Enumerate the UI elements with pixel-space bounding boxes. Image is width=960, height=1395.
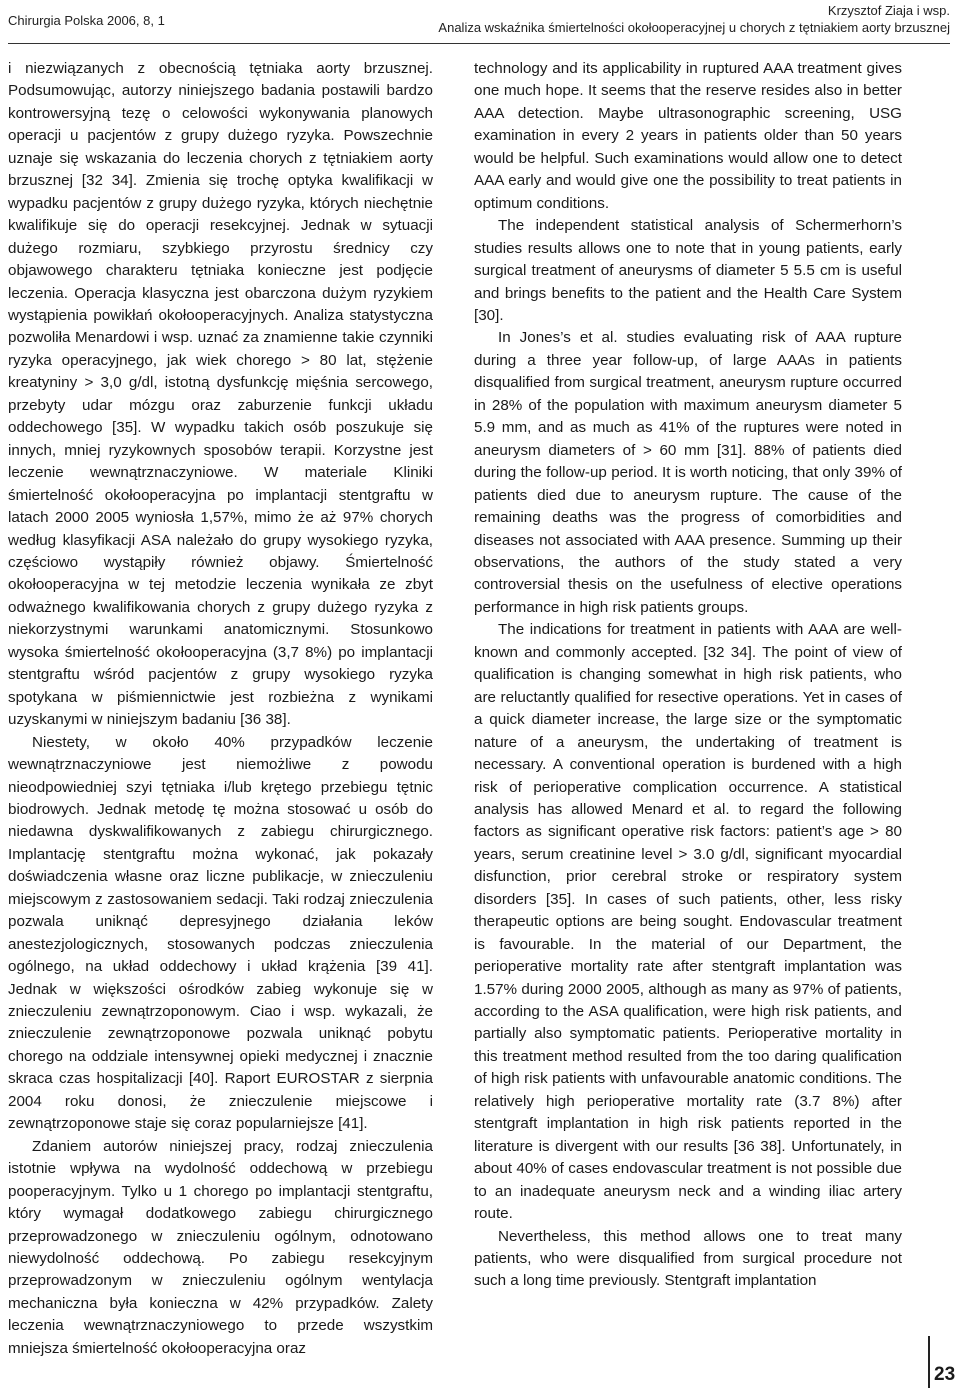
paragraph: Niestety, w około 40% przypadków leczenie wewnątrznaczyniowe jest niemożliwe z powodu nieodpowiedniej szyi tętniaka i/lub krętego przebiegu tętnic biodrowych. Jednak metodę tę można stosować u osób do niedawna dyskwalifikowanych z zabiegu chirurgicznego. Implantację stentgraftu można wykonać, jak pokazały doświadczenia własne oraz liczne publikacje, w znieczuleniu miejscowym z zastosowaniem sedacji. Taki rodzaj znieczulenia pozwala uniknąć depresyjnego działania leków anestezjologicznych, stosowanych podczas znieczulenia ogólnego, na układ oddechowy i układ krążenia [39 41]. Jednak w większości ośrodków zabieg wykonuje się w znieczuleniu zewnątrzoponowym. Ciao i wsp. wykazali, że znieczulenie zewnątrzoponowe pozwala uniknąć pobytu chorego na oddziale intensywnej opieki medycznej i znacznie skraca czas hospitalizacji [40]. Raport EUROSTAR z sierpnia 2004 roku donosi, że znieczulenie miejscowe i zewnątrzoponowe staje się coraz popularniejsze [41]. (8, 733, 433, 1133)
running-header (8, 0, 950, 44)
header-right (438, 2, 950, 36)
header-authors: Krzysztof Ziaja i wsp. (827, 3, 950, 18)
header-rule (8, 43, 950, 44)
paragraph: The indications for treatment in patients with AAA are well-known and commonly accepted. [32 34]. The point of view of qualification is changing somewhat in high risk patients, who are reluctantly qualified for resective operations. Yet in cases of a quick diameter increase, the large size or the symptomatic nature of a aneurysm, the undertaking of treatment is necessary. A conventional operation is burdened with a high risk of perioperative complication occurrence. A statistical analysis has allowed Menard et al. to regard the following factors as significant operative risk factors: patient’s age > 80 years, serum creatinine level > 3.0 g/dl, significant myocardial disfunction, prior cerebral stroke or respiratory system disorders [35]. In cases of such patients, other, less risky therapeutic options are being sought. Endovascular treatment is favourable. In the material of our Department, the perioperative mortality rate after stentgraft implantation was 1.57% during 2000 2005, although as many as 97% of patients, according to the ASA qualification, were high risk patients, and partially also symptomatic patients. Perioperative mortality in this treatment method resulted from the too daring qualification of high risk patients with unfavourable anatomic conditions. The relatively high perioperative mortality rate (3.7 8%) after stentgraft implantation in high risk patients reported in the literature is divergent with our results [36 38]. Unfortunately, in about 40% of cases endovascular treatment is not possible due to an inadequate aneurysm neck and a winding iliac artery route. (474, 621, 902, 1223)
paragraph: Zdaniem autorów niniejszej pracy, rodzaj znieczulenia istotnie wpływa na wydolność oddechową w przebiegu pooperacyjnym. Tylko u 1 chorego po implantacji stentgraftu, który wymagał dodatkowego zabiegu chirurgicznego przeprowadzonego w znieczuleniu ogólnym, odnotowano niewydolność oddechową. Po zabiegu resekcyjnym przeprowadzonym w znieczuleniu ogólnym wentylacja mechaniczna była konieczna w 42% przypadków. Zalety leczenia wewnątrznaczyniowego to przede wszystkim mniejsza śmiertelność okołooperacyjna oraz (8, 1137, 433, 1357)
left-column (8, 58, 433, 1360)
page-bar (928, 1336, 930, 1388)
right-column (474, 58, 902, 1293)
journal-citation: Chirurgia Polska 2006, 8, 1 (8, 13, 165, 28)
paragraph: i niezwiązanych z obecnością tętniaka aorty brzusznej. Podsumowując, autorzy niniejszego badania postawili bardzo kontrowersyjną tezę o celowości wykonywania planowych operacji u pacjentów z grupy dużego ryzyka. Powszechnie uznaje się wskazania do leczenia chorych z tętniakiem aorty brzusznej [32 34]. Zmienia się trochę optyka kwalifikacji w wypadku pacjentów z grupy dużego ryzyka, których niechętnie kwalifikuje się do operacji resekcyjnej. Jednak w sytuacji dużego rozmiaru, szybkiego przyrostu średnicy czy objawowego charakteru tętniaka konieczne jest podjęcie leczenia. Operacja klasyczna jest obarczona dużym ryzykiem wystąpienia powikłań okołooperacyjnych. Analiza statystyczna pozwoliła Menardowi i wsp. uznać za znamienne takie czynniki ryzyka operacyjnego, jak wiek chorego > 80 lat, stężenie kreatyniny > 3,0 g/dl, istotną dysfunkcję mięśnia sercowego, przebyty udar mózgu oraz zaburzenie funkcji układu oddechowego [35]. W wypadku takich osób poszukuje się innych, mniej ryzykownych sposobów terapii. Korzystne jest leczenie wewnątrznaczyniowe. W materiale Kliniki śmiertelność okołooperacyjna po implantacji stentgraftu w latach 2000 2005 wyniosła 1,57%, mimo że aż 97% chorych według klasyfikacji ASA należało do grupy wysokiego ryzyka, częściowo wystąpiły również objawy. Śmiertelność okołooperacyjna w tej metodzie leczenia wynikała ze zbyt odważnego kwalifikowania chorych z grupy dużego ryzyka z niekorzystnymi warunkami anatomicznymi. Stosunkowo wysoka śmiertelność okołooperacyjna (3,7 8%) po implantacji stentgraftu wśród pacjentów z grupy wysokiego ryzyka spotykana w piśmiennictwie jest rozbieżna z wynikami uzyskanymi w niniejszym badaniu [36 38]. (8, 60, 433, 729)
paragraph: technology and its applicability in ruptured AAA treatment gives one much hope. It seems that the reserve resides also in better AAA detection. Maybe ultrasonographic screening, USG examination in every 2 years in patients older than 50 years would be helpful. Such examinations would allow one to detect AAA early and would give one the possibility to treat patients in optimum conditions. (474, 60, 902, 212)
paragraph: The independent statistical analysis of Schermerhorn’s studies results allows one to note that in young patients, early surgical treatment of aneurysms of diameter 5 5.5 cm is useful and brings benefits to the patient and the Health Care System [30]. (474, 217, 902, 324)
page-number: 23 (934, 1364, 956, 1385)
paragraph: Nevertheless, this method allows one to treat many patients, who were disqualified from surgical procedure not such a long time previously. Stentgraft implantation (474, 1227, 902, 1290)
paragraph: In Jones’s et al. studies evaluating risk of AAA rupture during a three year follow-up, of large AAAs in patients disqualified from surgical treatment, aneurysm rupture occurred in 28% of the population with maximum aneurysm diameter 5 5.9 mm, and as much as 41% of the ruptures were noted in aneurysm diameters of > 60 mm [31]. 88% of patients died during the follow-up period. It is worth noticing, that only 39% of patients died due to aneurysm rupture. The cause of the remaining deaths was the progress of comorbidities and diseases not associated with AAA presence. Summing up their observations, the authors of the study stated a very controversial thesis on the usefulness of elective operations performance in high risk patients groups. (474, 329, 902, 616)
header-article-title: Analiza wskaźnika śmiertelności okołooperacyjnej u chorych z tętniakiem aorty brzusznej (438, 20, 950, 35)
